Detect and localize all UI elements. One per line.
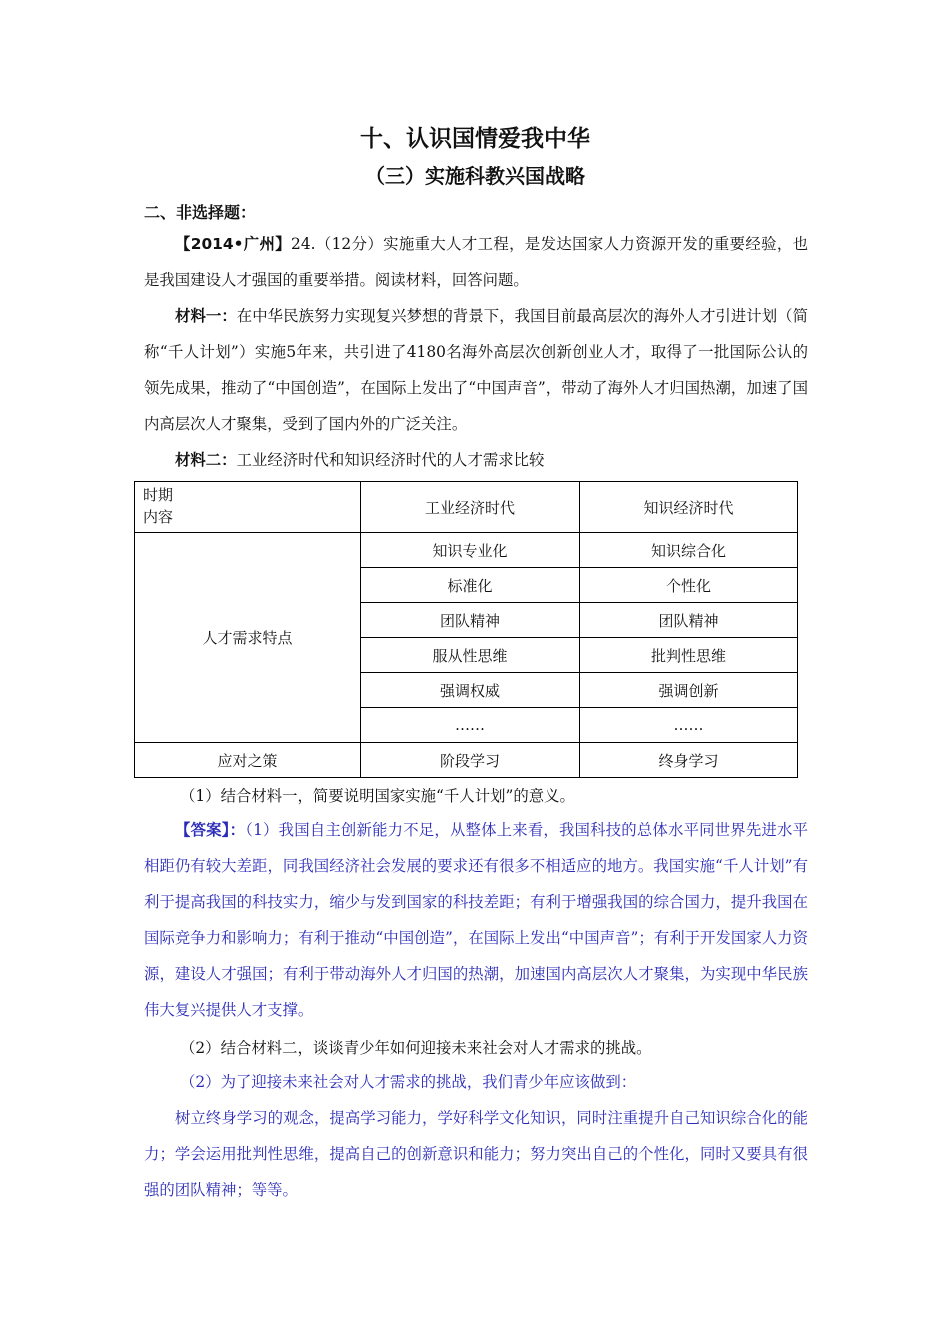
table-cell: 服从性思维 [361, 638, 580, 673]
material-two-label: 材料二： [175, 451, 237, 469]
section-heading: 二、非选择题： [144, 203, 257, 222]
header-industrial-era: 工业经济时代 [361, 482, 580, 533]
table-cell: 个性化 [580, 568, 798, 603]
question-stem [144, 226, 808, 298]
comparison-table [134, 481, 798, 778]
table-cell: …… [580, 708, 798, 743]
table-cell: 团队精神 [580, 603, 798, 638]
table-cell: …… [361, 708, 580, 743]
row-label-strategy: 应对之策 [135, 743, 361, 778]
question-source: 【2014•广州】 [175, 235, 292, 253]
answer-label: 【答案】： [175, 821, 246, 839]
table-corner-cell [135, 482, 361, 533]
page-title: 十、认识国情爱我中华 [360, 126, 590, 152]
material-one-text: 在中华民族努力实现复兴梦想的背景下，我国目前最高层次的海外人才引进计划（简称“千人计划”）实施5年来，共引进了4180名海外高层次创新创业人才，取得了一批国际公认的领先成果，推动了“中国创造”，在国际上发出了“中国声音”，带动了海外人才归国热潮，加速了国内高层次人才聚集，受到了国内外的广泛关注。 [144, 307, 808, 433]
table-cell: 团队精神 [361, 603, 580, 638]
table-cell: 标准化 [361, 568, 580, 603]
answer-one-text: （1）我国自主创新能力不足，从整体上来看，我国科技的总体水平同世界先进水平相距仍有较大差距，同我国经济社会发展的要求还有很多不相适应的地方。我国实施“千人计划”有利于提高我国的科技实力，缩少与发到国家的科技差距；有利于增强我国的综合国力，提升我国在国际竞争力和影响力；有利于推动“中国创造”，在国际上发出“中国声音”；有利于开发国家人力资源，建设人才强国；有利于带动海外人才归国的热潮，加速国内高层次人才聚集，为实现中华民族伟大复兴提供人才支撑。 [144, 821, 808, 1019]
material-one-label: 材料一： [175, 307, 237, 325]
material-two [144, 442, 808, 478]
answer-two-intro: （2）为了迎接未来社会对人才需求的挑战，我们青少年应该做到： [180, 1073, 637, 1091]
material-two-text: 工业经济时代和知识经济时代的人才需求比较 [236, 451, 545, 469]
answer-two-text: 树立终身学习的观念，提高学习能力，学好科学文化知识，同时注重提升自己知识综合化的能力；学会运用批判性思维，提高自己的创新意识和能力；努力突出自己的个性化，同时又要具有很强的团队精神；等等。 [144, 1109, 808, 1199]
table-header-row [135, 482, 798, 533]
table-cell: 强调权威 [361, 673, 580, 708]
question-one: （1）结合材料一，简要说明国家实施“千人计划”的意义。 [180, 787, 575, 805]
table-cell: 知识综合化 [580, 533, 798, 568]
table-row-strategy [135, 743, 798, 778]
header-knowledge-era: 知识经济时代 [580, 482, 798, 533]
question-two: （2）结合材料二，谈谈青少年如何迎接未来社会对人才需求的挑战。 [180, 1039, 652, 1057]
corner-period-label: 时期 [143, 486, 174, 504]
row-label-talent-features: 人才需求特点 [135, 533, 361, 743]
table-cell: 知识专业化 [361, 533, 580, 568]
answer-one [144, 812, 808, 1028]
table-row [135, 533, 798, 568]
page-subtitle: （三）实施科教兴国战略 [365, 164, 585, 188]
table-cell: 强调创新 [580, 673, 798, 708]
corner-content-label: 内容 [143, 508, 174, 526]
question-text: 24.（12分）实施重大人才工程，是发达国家人力资源开发的重要经验，也是我国建设人才强国的重要举措。阅读材料，回答问题。 [144, 235, 808, 289]
material-one [144, 298, 808, 442]
table-cell: 终身学习 [580, 743, 798, 778]
table-cell: 阶段学习 [361, 743, 580, 778]
table-cell: 批判性思维 [580, 638, 798, 673]
